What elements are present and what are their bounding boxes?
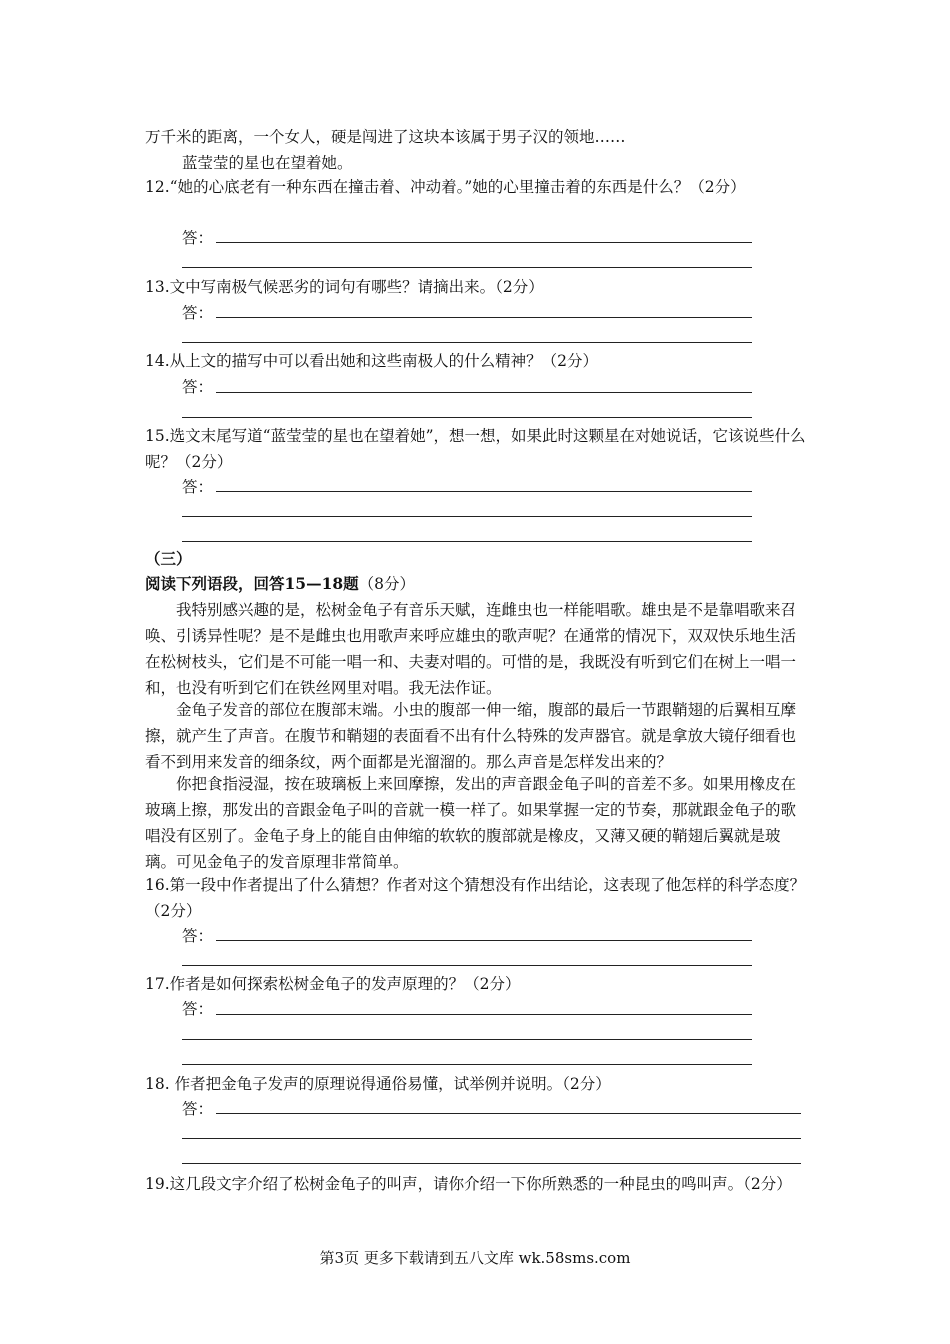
answer-line: [182, 541, 752, 542]
answer-line: [216, 242, 752, 243]
answer-label: 答：: [182, 304, 214, 322]
passage-paragraph: 我特别感兴趣的是，松树金龟子有音乐天赋，连雌虫也一样能唱歌。雄虫是不是靠唱歌来召唤、引诱异性呢？是不是雌虫也用歌声来呼应雄虫的歌声呢？在通常的情况下，双双快乐地生活在松树枝头，它们是不可能一唱一和、夫妻对唱的。可惜的是，我既没有听到它们在树上一唱一和，也没有听到它们在铁丝网里对唱。我无法作证。: [145, 601, 797, 697]
answer-label: 答：: [182, 478, 214, 496]
section-instruction: [145, 573, 415, 595]
question-17: 17.作者是如何探索松树金龟子的发声原理的？（2分）: [145, 975, 521, 993]
answer-label: 答：: [182, 927, 214, 945]
answer-line: [216, 1113, 801, 1114]
passage-paragraph: 你把食指浸湿，按在玻璃板上来回摩擦，发出的声音跟金龟子叫的音差不多。如果用橡皮在玻璃上擦，那发出的音跟金龟子叫的音就一模一样了。如果掌握一定的节奏，那就跟金龟子的歌唱没有区别了。金龟子身上的能自由伸缩的软软的腹部就是橡皮，又薄又硬的鞘翅后翼就是玻璃。可见金龟子的发音原理非常简单。: [145, 775, 797, 871]
question-12: 12.“她的心底老有一种东西在撞击着、冲动着。”她的心里撞击着的东西是什么？（2分）: [145, 178, 746, 196]
passage-line: 蓝莹莹的星也在望着她。: [182, 154, 353, 172]
question-13: 13.文中写南极气候恶劣的词句有哪些？请摘出来。（2分）: [145, 278, 544, 296]
passage-line: 万千米的距离，一个女人，硬是闯进了这块本该属于男子汉的领地……: [145, 128, 626, 146]
question-16: 16.第一段中作者提出了什么猜想？作者对这个猜想没有作出结论，这表现了他怎样的科学态度？（2分）: [145, 876, 806, 920]
answer-label: 答：: [182, 1000, 214, 1018]
answer-line: [182, 1039, 752, 1040]
question-15: 15.选文末尾写道“蓝莹莹的星也在望着她”，想一想，如果此时这颗星在对她说话，它该说些什么呢？（2分）: [145, 427, 806, 471]
answer-line: [182, 516, 752, 517]
question-18: 18. 作者把金龟子发声的原理说得通俗易懂，试举例并说明。（2分）: [145, 1075, 611, 1093]
answer-line: [182, 965, 752, 966]
answer-label: 答：: [182, 229, 214, 247]
section-heading: （三）: [145, 549, 192, 568]
section-instruction-score: （8分）: [358, 575, 416, 593]
answer-line: [182, 1163, 801, 1164]
question-14: 14.从上文的描写中可以看出她和这些南极人的什么精神？（2分）: [145, 352, 599, 370]
question-19: 19.这几段文字介绍了松树金龟子的叫声，请你介绍一下你所熟悉的一种昆虫的鸣叫声。（2分）: [145, 1175, 792, 1193]
answer-line: [182, 342, 752, 343]
answer-line: [216, 940, 752, 941]
answer-line: [182, 1064, 752, 1065]
page-footer: 第3页 更多下载请到五八文库 wk.58sms.com: [319, 1249, 631, 1267]
answer-label: 答：: [182, 1100, 214, 1118]
answer-line: [216, 317, 752, 318]
answer-line: [216, 491, 752, 492]
section-instruction-text: 阅读下列语段，回答15—18题: [145, 574, 359, 593]
answer-line: [216, 392, 752, 393]
answer-line: [182, 1138, 801, 1139]
answer-label: 答：: [182, 378, 214, 396]
answer-line: [216, 1014, 752, 1015]
answer-line: [182, 267, 752, 268]
passage-paragraph: 金龟子发音的部位在腹部末端。小虫的腹部一伸一缩，腹部的最后一节跟鞘翅的后翼相互摩擦，就产生了声音。在腹节和鞘翅的表面看不出有什么特殊的发声器官。就是拿放大镜仔细看也看不到用来发音的细条纹，两个面都是光溜溜的。那么声音是怎样发出来的？: [145, 701, 797, 771]
answer-line: [182, 417, 752, 418]
